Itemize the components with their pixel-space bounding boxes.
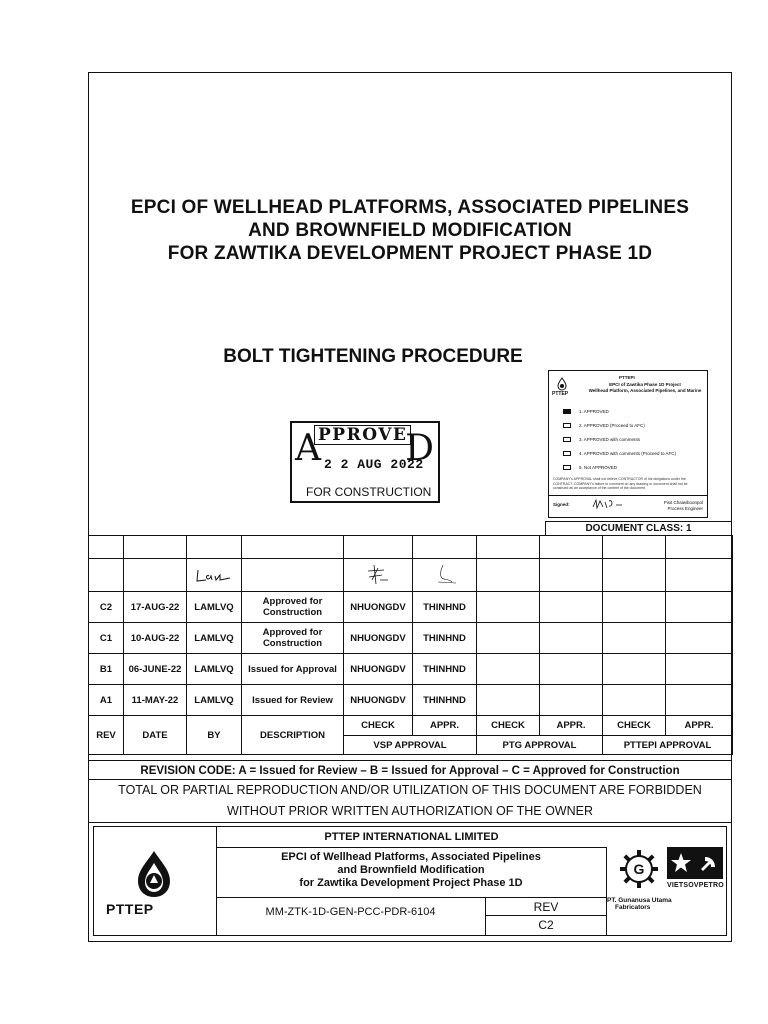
header-date: DATE bbox=[124, 716, 187, 755]
header-pttepi-approval: PTTEPI APPROVAL bbox=[603, 736, 733, 755]
rev-cell: B1 bbox=[89, 654, 124, 685]
by-cell: LAMLVQ bbox=[187, 685, 242, 716]
checkbox-icon[interactable] bbox=[563, 451, 571, 456]
checkbox-icon[interactable] bbox=[563, 465, 571, 470]
rev-cell: A1 bbox=[89, 685, 124, 716]
description-cell: Approved for Construction bbox=[242, 623, 344, 654]
status-project-line1: EPCI of Zawtika Phase 1D Project bbox=[609, 382, 681, 387]
ptg-appr-cell bbox=[540, 685, 603, 716]
reproduction-line1: TOTAL OR PARTIAL REPRODUCTION AND/OR UTILIZATION OF THIS DOCUMENT ARE FORBIDDEN bbox=[118, 783, 702, 797]
vsp-appr-cell: THINHND bbox=[413, 685, 477, 716]
pttepi-check-cell bbox=[603, 685, 666, 716]
ptg-appr-cell bbox=[540, 623, 603, 654]
stamp-letter-a: A bbox=[295, 428, 321, 469]
ptg-appr-cell bbox=[540, 654, 603, 685]
rev-cell: C2 bbox=[89, 592, 124, 623]
approved-stamp bbox=[290, 421, 440, 503]
status-option-label: 1. APPROVED bbox=[579, 409, 609, 414]
rev-cell: C1 bbox=[89, 623, 124, 654]
document-number: MM-ZTK-1D-GEN-PCC-PDR-6104 bbox=[216, 897, 486, 935]
footer-project-line1: EPCI of Wellhead Platforms, Associated Pipelines bbox=[281, 851, 541, 863]
document-title: BOLT TIGHTENING PROCEDURE bbox=[223, 346, 523, 367]
status-note: COMPANY's APPROVAL shall not relieve CONTRACTOR of his obligations under the CONTRACT. COMPANY's failure to comment on any drawing or document shall not be construed as an acceptance of the content of the document. bbox=[553, 477, 688, 490]
status-option[interactable] bbox=[563, 465, 617, 471]
rev-label: REV bbox=[486, 897, 607, 916]
status-option-label: 3. APPROVED with comments bbox=[579, 437, 641, 442]
by-cell: LAMLVQ bbox=[187, 654, 242, 685]
signature-icon bbox=[194, 564, 234, 586]
status-option[interactable] bbox=[563, 409, 609, 415]
reproduction-line2: WITHOUT PRIOR WRITTEN AUTHORIZATION OF THE OWNER bbox=[227, 804, 593, 818]
contractor1-line2: Fabricators bbox=[615, 904, 651, 911]
project-title-line3: FOR ZAWTIKA DEVELOPMENT PROJECT PHASE 1D bbox=[167, 243, 653, 264]
star-icon bbox=[667, 847, 723, 879]
vietsovpetro-flag-icon bbox=[667, 847, 723, 879]
svg-text:G: G bbox=[633, 861, 645, 877]
header-ptg-approval: PTG APPROVAL bbox=[477, 736, 603, 755]
vsp-appr-cell: THINHND bbox=[413, 654, 477, 685]
table-row bbox=[89, 654, 733, 685]
checkbox-icon[interactable] bbox=[563, 423, 571, 428]
footer-project-line2: and Brownfield Modification bbox=[337, 864, 485, 876]
date-cell: 11-MAY-22 bbox=[124, 685, 187, 716]
vsp-check-cell: NHUONGDV bbox=[344, 592, 413, 623]
title-block-footer bbox=[93, 826, 727, 936]
vsp-appr-cell: THINHND bbox=[413, 592, 477, 623]
ptg-check-cell bbox=[477, 654, 540, 685]
contractor1-line1: PT. Gunanusa Utama bbox=[607, 897, 672, 904]
by-cell: LAMLVQ bbox=[187, 592, 242, 623]
status-option[interactable] bbox=[563, 437, 640, 443]
header-by: BY bbox=[187, 716, 242, 755]
signed-label: Signed: bbox=[553, 502, 570, 507]
table-row bbox=[89, 685, 733, 716]
table-header-row bbox=[89, 716, 733, 736]
signature-icon bbox=[430, 562, 460, 588]
header-vsp-approval: VSP APPROVAL bbox=[344, 736, 477, 755]
pttepi-check-cell bbox=[603, 592, 666, 623]
status-option[interactable] bbox=[563, 423, 645, 429]
contractor1-label bbox=[607, 897, 677, 911]
project-title bbox=[88, 196, 732, 265]
ptg-check-cell bbox=[477, 623, 540, 654]
description-cell: Issued for Approval bbox=[242, 654, 344, 685]
stamp-letter-d: D bbox=[405, 428, 434, 469]
owner-brand: PTTEP bbox=[106, 901, 154, 917]
status-project-line2: Wellhead Platform, Associated Pipelines, and Marine bbox=[588, 387, 702, 393]
owner-logo-cell bbox=[94, 827, 217, 935]
header-description: DESCRIPTION bbox=[242, 716, 344, 755]
header-vsp-appr: APPR. bbox=[413, 716, 477, 736]
vsp-check-cell: NHUONGDV bbox=[344, 685, 413, 716]
document-class: DOCUMENT CLASS: 1 bbox=[545, 521, 732, 536]
signer-title: Process Engineer bbox=[667, 505, 703, 511]
stamp-date: 2 2 AUG 2022 bbox=[324, 457, 424, 472]
footer-project-title bbox=[216, 847, 607, 897]
date-cell: 10-AUG-22 bbox=[124, 623, 187, 654]
date-cell: 17-AUG-22 bbox=[124, 592, 187, 623]
status-company: PTTEPI bbox=[619, 375, 635, 380]
date-cell: 06-JUNE-22 bbox=[124, 654, 187, 685]
ptg-check-cell bbox=[477, 685, 540, 716]
header-rev: REV bbox=[89, 716, 124, 755]
table-row bbox=[89, 592, 733, 623]
pttep-logo-icon bbox=[555, 377, 569, 391]
header-vsp-check: CHECK bbox=[344, 716, 413, 736]
project-title-line2: AND BROWNFIELD MODIFICATION bbox=[248, 220, 572, 241]
status-option[interactable] bbox=[563, 451, 676, 457]
signer bbox=[664, 500, 703, 511]
gear-logo-icon bbox=[615, 845, 663, 893]
signature-icon bbox=[591, 497, 625, 511]
revision-code: REVISION CODE: A = Issued for Review – B = Issued for Approval – C = Approved for Construction bbox=[88, 760, 732, 780]
pttepi-appr-cell bbox=[666, 654, 733, 685]
vsp-appr-cell: THINHND bbox=[413, 623, 477, 654]
table-row bbox=[89, 623, 733, 654]
status-logo-label: PTTEP bbox=[552, 391, 569, 397]
pttepi-appr-cell bbox=[666, 685, 733, 716]
status-option-label: 4. APPROVED with comments (Proceed to AFC) bbox=[579, 451, 677, 456]
description-cell: Issued for Review bbox=[242, 685, 344, 716]
checkbox-checked-icon[interactable] bbox=[563, 409, 571, 414]
owner-company: PTTEP INTERNATIONAL LIMITED bbox=[216, 827, 607, 848]
stamp-word: PPROVE bbox=[314, 425, 411, 445]
pttep-logo-icon bbox=[128, 849, 180, 899]
signer-name: Pisit Chaiwiboonpol bbox=[663, 500, 703, 505]
pttepi-appr-cell bbox=[666, 592, 733, 623]
divider bbox=[549, 495, 707, 496]
vsp-check-cell: NHUONGDV bbox=[344, 623, 413, 654]
pttepi-check-cell bbox=[603, 654, 666, 685]
pttepi-appr-cell bbox=[666, 623, 733, 654]
description-cell: Approved for Construction bbox=[242, 592, 344, 623]
checkbox-icon[interactable] bbox=[563, 437, 571, 442]
header-pttepi-check: CHECK bbox=[603, 716, 666, 736]
signature-icon bbox=[360, 562, 396, 588]
vsp-check-cell: NHUONGDV bbox=[344, 654, 413, 685]
status-option-label: 2. APPROVED (Proceed to AFC) bbox=[579, 423, 645, 428]
approval-status-box bbox=[548, 370, 708, 518]
contractor2-label: VIETSOVPETRO bbox=[667, 882, 724, 889]
status-option-label: 5. Not APPROVED bbox=[579, 465, 618, 470]
signature-row bbox=[89, 559, 733, 592]
reproduction-notice bbox=[88, 779, 732, 823]
pttepi-check-cell bbox=[603, 623, 666, 654]
project-title-line1: EPCI OF WELLHEAD PLATFORMS, ASSOCIATED PIPELINES bbox=[130, 197, 690, 218]
ptg-check-cell bbox=[477, 592, 540, 623]
by-cell: LAMLVQ bbox=[187, 623, 242, 654]
status-project bbox=[585, 382, 705, 393]
table-row bbox=[89, 536, 733, 559]
header-pttepi-appr: APPR. bbox=[666, 716, 733, 736]
rev-value: C2 bbox=[486, 916, 607, 935]
ptg-appr-cell bbox=[540, 592, 603, 623]
header-ptg-check: CHECK bbox=[477, 716, 540, 736]
revision-table bbox=[88, 535, 733, 755]
footer-project-line3: for Zawtika Development Project Phase 1D bbox=[299, 877, 523, 889]
contractor-logos bbox=[607, 827, 727, 935]
header-ptg-appr: APPR. bbox=[540, 716, 603, 736]
stamp-purpose: FOR CONSTRUCTION bbox=[306, 485, 432, 499]
